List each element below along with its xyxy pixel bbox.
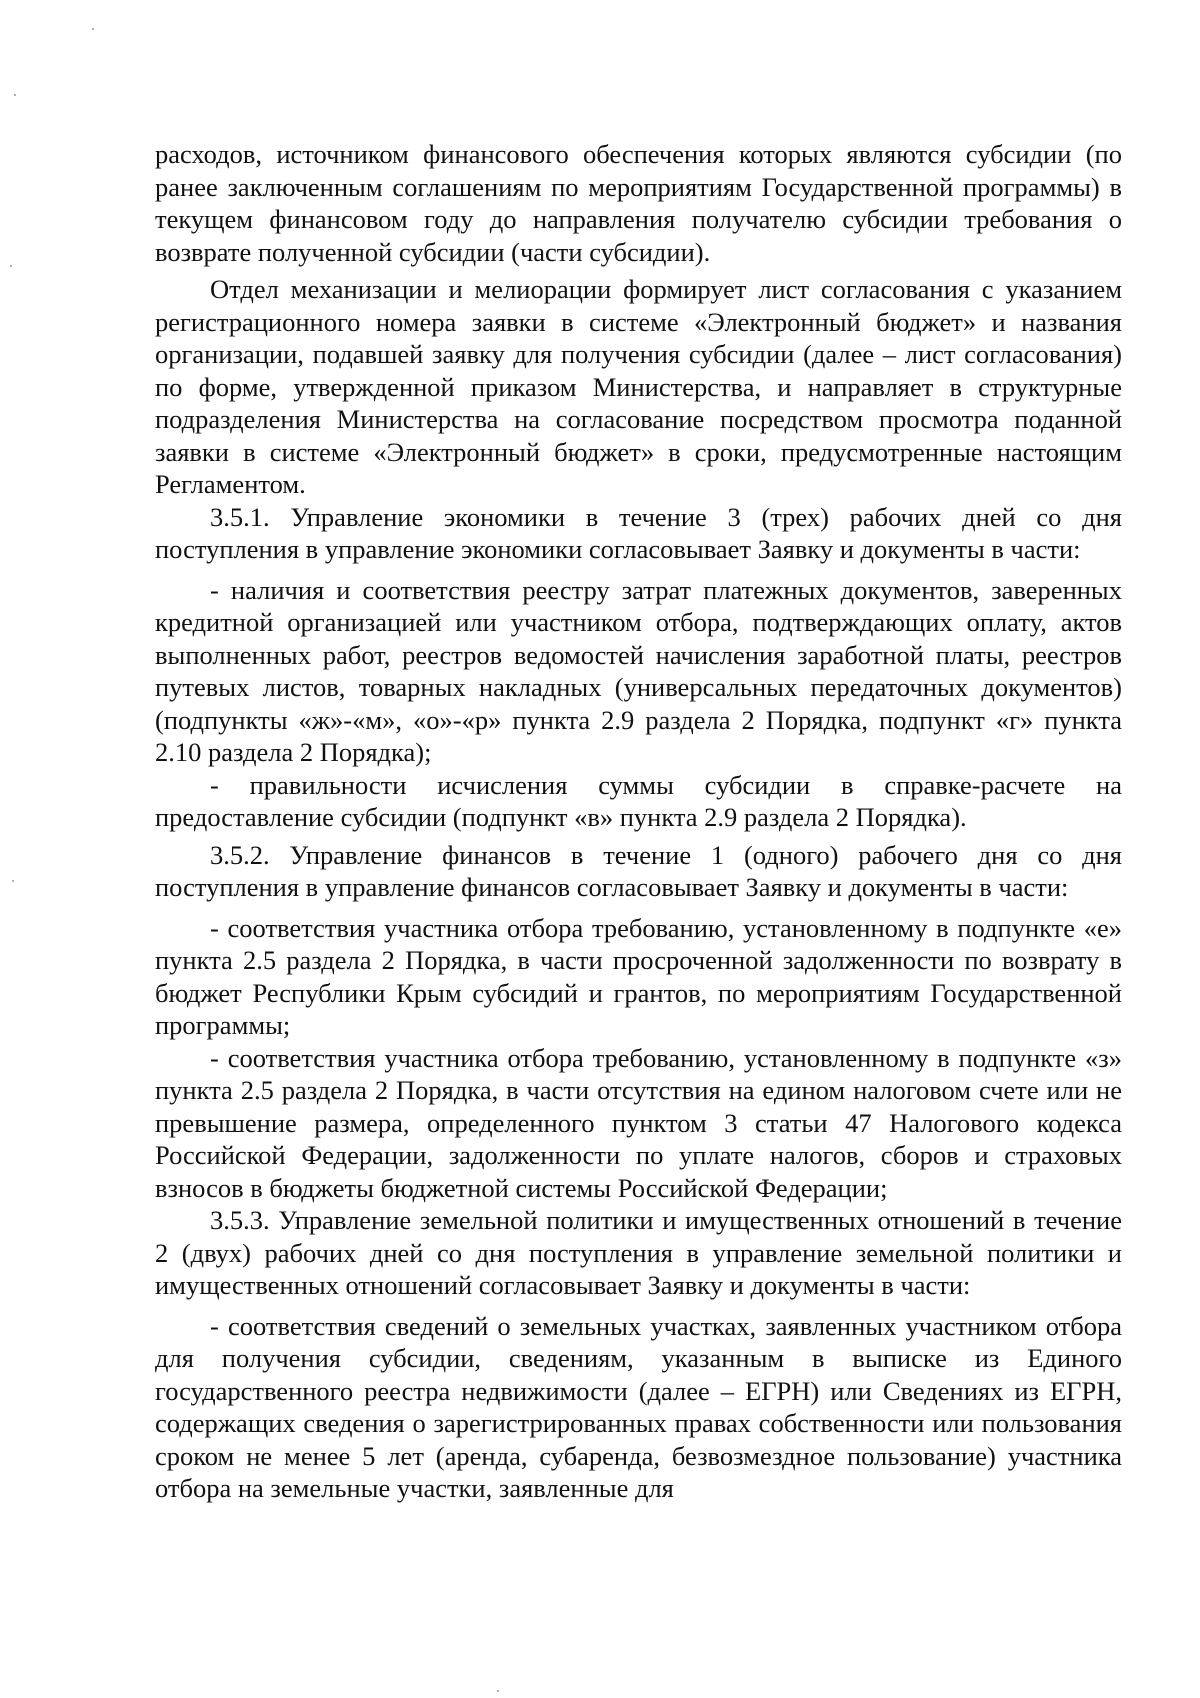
paragraph-3-5-3: 3.5.3. Управление земельной политики и имущественных отношений в течение 2 (двух) рабочих дней со дня поступления в управление земельной политики и имущественных отношений согласовывает Заявку и документы в части:: [155, 1205, 1122, 1300]
paragraph-3-5-2: 3.5.2. Управление финансов в течение 1 (одного) рабочего дня со дня поступления в управление финансов согласовывает Заявку и документы в части:: [155, 839, 1122, 902]
paragraph-3-5-1: 3.5.1. Управление экономики в течение 3 (трех) рабочих дней со дня поступления в управление экономики согласовывает Заявку и документы в части:: [155, 501, 1122, 564]
scan-speck: [92, 28, 94, 30]
list-item-subsidy-calculation: - правильности исчисления суммы субсидии в справке-расчете на предоставление субсидии (подпункт «в» пункта 2.9 раздела 2 Порядка).: [155, 769, 1122, 832]
list-item-land-plots: - соответствия сведений о земельных участках, заявленных участником отбора для получения субсидии, сведениям, указанным в выписке из Единого государственного реестра недвижимости (далее – ЕГРН) или Сведениях из ЕГРН, содержащих сведения о зарегистрированных правах собственности или пользования сроком не менее 5 лет (аренда, субаренда, безвозмездное пользование) участника отбора на земельные участки, заявленные для: [155, 1310, 1122, 1503]
scan-speck: [12, 880, 14, 882]
list-item-overdue-debt: - соответствия участника отбора требованию, установленному в подпункте «е» пункта 2.5 раздела 2 Порядка, в части просроченной задолженности по возврату в бюджет Республики Крым субсидий и грантов, по мероприятиям Государственной программы;: [155, 912, 1122, 1040]
scan-speck: [497, 1690, 499, 1692]
paragraph-approval-sheet: Отдел механизации и мелиорации формирует лист согласования с указанием регистрационного номера заявки в системе «Электронный бюджет» и названия организации, подавшей заявку для получения субсидии (далее – лист согласования) по форме, утвержденной приказом Министерства, и направляет в структурные подразделения Министерства на согласование посредством просмотра поданной заявки в системе «Электронный бюджет» в сроки, предусмотренные настоящим Регламентом.: [155, 274, 1122, 499]
scan-speck: [14, 94, 16, 96]
document-body: [155, 138, 1122, 1505]
list-item-tax-debt: - соответствия участника отбора требованию, установленному в подпункте «з» пункта 2.5 раздела 2 Порядка, в части отсутствия на едином налоговом счете или не превышение размера, определенного пунктом 3 статьи 47 Налогового кодекса Российской Федерации, задолженности по уплате налогов, сборов и страховых взносов в бюджеты бюджетной системы Российской Федерации;: [155, 1042, 1122, 1203]
list-item-payment-documents: - наличия и соответствия реестру затрат платежных документов, заверенных кредитной организацией или участником отбора, подтверждающих оплату, актов выполненных работ, реестров ведомостей начисления заработной платы, реестров путевых листов, товарных накладных (универсальных передаточных документов) (подпункты «ж»-«м», «о»-«р» пункта 2.9 раздела 2 Порядка, подпункт «г» пункта 2.10 раздела 2 Порядка);: [155, 574, 1122, 767]
scan-speck: [10, 265, 12, 267]
paragraph-continuation: расходов, источником финансового обеспечения которых являются субсидии (по ранее заключенным соглашениям по мероприятиям Государственной программы) в текущем финансовом году до направления получателю субсидии требования о возврате полученной субсидии (части субсидии).: [155, 139, 1122, 267]
